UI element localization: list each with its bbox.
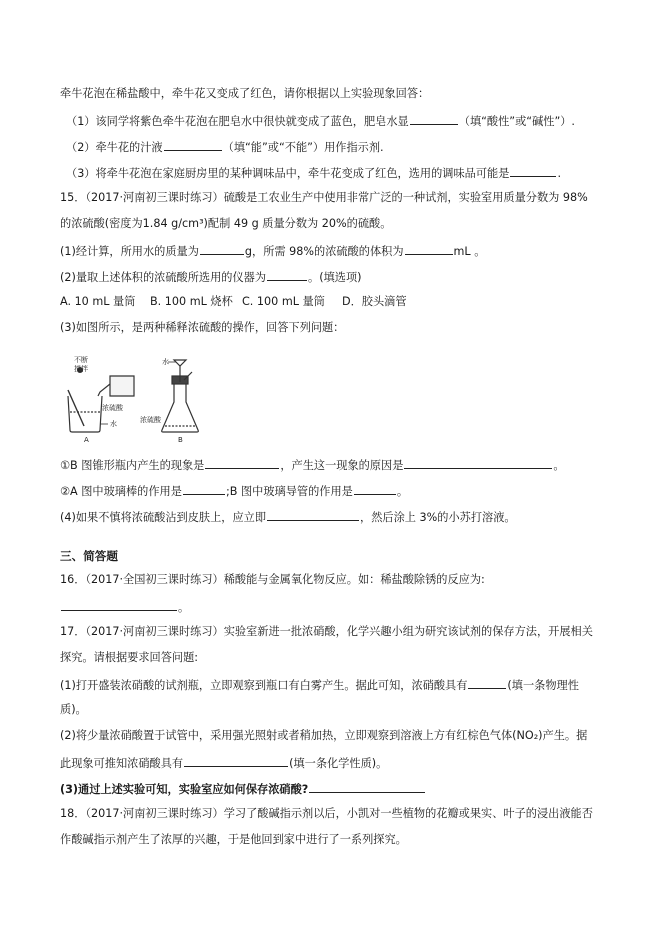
option-a: A. 10 mL 量筒 — [60, 295, 136, 308]
answer-blank[interactable] — [267, 508, 359, 521]
q17-part1-cont: 质)。 — [60, 703, 87, 716]
label-water-b: 水 — [162, 358, 169, 366]
q15-sub1: ①B 图锥形瓶内产生的现象是 ，产生这一现象的原因是 。 — [60, 456, 565, 474]
answer-blank[interactable] — [309, 780, 425, 793]
option-d: D．胶头滴管 — [342, 295, 407, 308]
answer-blank[interactable] — [267, 268, 307, 281]
label-stir: 不断 — [74, 356, 88, 364]
answer-blank[interactable] — [183, 482, 225, 495]
q17-stem-1: 17．（2017·河南初三课时练习）实验室新进一批浓硝酸，化学兴趣小组为研究该试剂的保存方法，开展相关 — [60, 625, 593, 638]
q15-part2: (2)量取上述体积的浓硫酸所选用的仪器为 。(填选项) — [60, 268, 362, 286]
dilution-figure — [62, 352, 222, 444]
q17-part2-cont: 此现象可推知浓硝酸具有 (填一条化学性质)。 — [60, 754, 387, 772]
q15-stem-2: 的浓硫酸(密度为1.84 g/cm³)配制 49 g 质量分数为 20%的硫酸。 — [60, 217, 392, 230]
answer-blank[interactable] — [405, 242, 453, 255]
answer-blank[interactable] — [164, 138, 222, 151]
answer-blank[interactable] — [200, 242, 244, 255]
answer-blank[interactable] — [510, 164, 556, 177]
q15-part3: (3)如图所示，是两种稀释浓硫酸的操作，回答下列问题： — [60, 321, 345, 334]
label-acid-b: 浓硫酸 — [140, 416, 161, 424]
answer-blank[interactable] — [468, 676, 506, 689]
label-water-a: 水 — [110, 420, 117, 428]
q15-sub2: ②A 图中玻璃棒的作用是 ;B 图中玻璃导管的作用是 。 — [60, 482, 408, 500]
q18-stem-2: 作酸碱指示剂产生了浓厚的兴趣，于是他回到家中进行了一系列探究。 — [60, 833, 407, 846]
option-c: C. 100 mL 量筒 — [242, 295, 325, 308]
q15-stem-1: 15．（2017·河南初三课时练习）硫酸是工农业生产中使用非常广泛的一种试剂，实验室用质量分数为 98% — [60, 191, 588, 204]
q17-part3: (3)通过上述实验可知，实验室应如何保存浓硝酸? — [60, 780, 426, 798]
q17-part2: (2)将少量浓硝酸置于试管中，采用强光照射或者稍加热，立即观察到溶液上方有红棕色气体(NO₂)产生。据 — [60, 729, 588, 742]
answer-blank[interactable] — [184, 754, 288, 767]
answer-blank[interactable] — [404, 456, 552, 469]
intro-line: 牵牛花泡在稀盐酸中，牵牛花又变成了红色，请你根据以上实验现象回答： — [60, 87, 430, 100]
caption-b: B — [178, 436, 183, 444]
label-acid-a: 浓硫酸 — [102, 404, 123, 412]
q17-stem-2: 探究。请根据要求回答问题: — [60, 651, 199, 664]
q16-answer: 。 — [60, 598, 189, 616]
answer-blank[interactable] — [61, 598, 177, 611]
option-b: B. 100 mL 烧杯 — [150, 295, 233, 308]
caption-a: A — [84, 436, 89, 444]
q15-part1: (1)经计算，所用水的质量为 g，所需 98%的浓硫酸的体积为 mL 。 — [60, 242, 485, 260]
answer-blank[interactable] — [410, 112, 458, 125]
q14-part3: （3）将牵牛花泡在家庭厨房里的某种调味品中，牵牛花变成了红色，选用的调味品可能是 . — [66, 164, 561, 182]
answer-blank[interactable] — [205, 456, 279, 469]
q18-stem-1: 18．（2017·河南初三课时练习）学习了酸碱指示剂以后，小凯对一些植物的花瓣或果实、叶子的浸出液能否 — [60, 807, 593, 820]
beaker-setup-a — [68, 367, 134, 432]
q15-part4: (4)如果不慎将浓硫酸沾到皮肤上，应立即 ，然后涂上 3%的小苏打溶液。 — [60, 508, 516, 526]
q17-part1: (1)打开盛装浓硝酸的试剂瓶，立即观察到瓶口有白雾产生。据此可知，浓硝酸具有 (填一条物理性 — [60, 676, 579, 694]
q14-part1: （1）该同学将紫色牵牛花泡在肥皂水中很快就变成了蓝色，肥皂水显 （填“酸性”或“碱性”）. — [66, 112, 575, 130]
q14-part2: （2）牵牛花的汁液 （填“能”或“不能”）用作指示剂. — [66, 138, 384, 156]
section-heading: 三、简答题 — [60, 549, 118, 563]
flask-setup-b — [162, 360, 199, 432]
label-stir-2: 搅拌 — [74, 365, 88, 373]
q16-stem: 16．（2017·全国初三课时练习）稀酸能与金属氧化物反应。如：稀盐酸除锈的反应为: — [60, 573, 485, 586]
answer-blank[interactable] — [354, 482, 396, 495]
q15-options — [60, 294, 407, 310]
